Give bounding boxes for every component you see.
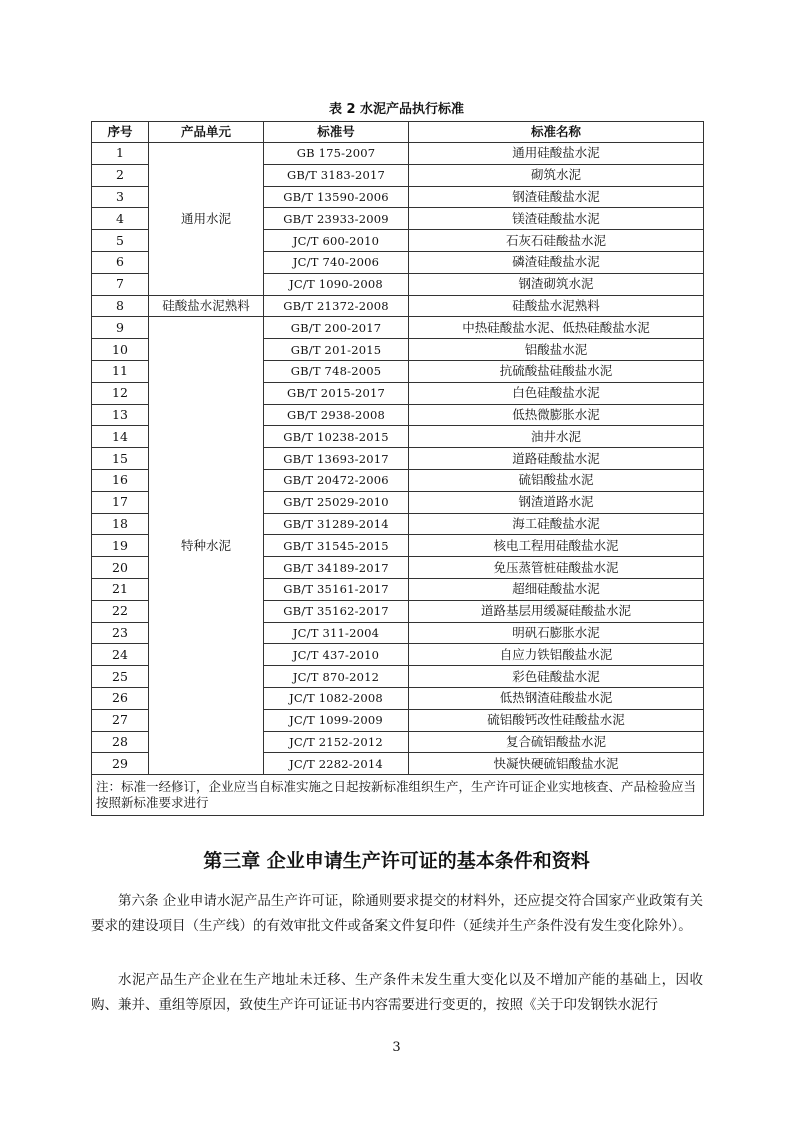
cell-standard-name: 复合硫铝酸盐水泥 (409, 731, 704, 753)
cell-standard-code: GB/T 2938-2008 (264, 404, 409, 426)
cell-seq: 10 (92, 339, 149, 361)
cell-seq: 27 (92, 709, 149, 731)
cell-standard-name: 硫铝酸钙改性硅酸盐水泥 (409, 709, 704, 731)
cell-standard-name: 镁渣硅酸盐水泥 (409, 208, 704, 230)
cell-standard-code: GB/T 10238-2015 (264, 426, 409, 448)
cell-standard-name: 通用硅酸盐水泥 (409, 143, 704, 165)
cell-standard-name: 石灰石硅酸盐水泥 (409, 230, 704, 252)
table-body (92, 143, 704, 775)
cell-standard-name: 磷渣硅酸盐水泥 (409, 251, 704, 273)
cell-standard-code: JC/T 1099-2009 (264, 709, 409, 731)
cell-standard-code: JC/T 740-2006 (264, 251, 409, 273)
cell-seq: 7 (92, 273, 149, 295)
cell-standard-code: GB/T 200-2017 (264, 317, 409, 339)
cell-standard-code: JC/T 311-2004 (264, 622, 409, 644)
cell-standard-code: GB/T 2015-2017 (264, 382, 409, 404)
cell-standard-name: 快凝快硬硫铝酸盐水泥 (409, 753, 704, 775)
cell-seq: 14 (92, 426, 149, 448)
cell-standard-name: 海工硅酸盐水泥 (409, 513, 704, 535)
cell-standard-code: GB/T 3183-2017 (264, 164, 409, 186)
cell-standard-code: GB/T 13693-2017 (264, 448, 409, 470)
cell-seq: 5 (92, 230, 149, 252)
cell-seq: 9 (92, 317, 149, 339)
cell-standard-name: 油井水泥 (409, 426, 704, 448)
cell-standard-name: 道路基层用缓凝硅酸盐水泥 (409, 600, 704, 622)
cell-seq: 15 (92, 448, 149, 470)
cell-standard-name: 低热钢渣硅酸盐水泥 (409, 687, 704, 709)
cell-standard-code: JC/T 437-2010 (264, 644, 409, 666)
cell-seq: 19 (92, 535, 149, 557)
cell-seq: 11 (92, 360, 149, 382)
cell-standard-code: JC/T 600-2010 (264, 230, 409, 252)
cell-standard-code: GB/T 35162-2017 (264, 600, 409, 622)
header-seq: 序号 (92, 122, 149, 143)
cell-standard-code: JC/T 1090-2008 (264, 273, 409, 295)
cell-standard-name: 低热微膨胀水泥 (409, 404, 704, 426)
cell-standard-name: 硅酸盐水泥熟料 (409, 295, 704, 317)
cell-standard-code: GB/T 13590-2006 (264, 186, 409, 208)
cell-seq: 6 (92, 251, 149, 273)
cell-seq: 4 (92, 208, 149, 230)
cell-standard-code: JC/T 2282-2014 (264, 753, 409, 775)
page-number: 3 (392, 1040, 401, 1055)
cell-standard-code: GB/T 748-2005 (264, 360, 409, 382)
cell-standard-name: 钢渣道路水泥 (409, 491, 704, 513)
header-name: 标准名称 (409, 122, 704, 143)
cell-product-unit: 硅酸盐水泥熟料 (149, 295, 264, 317)
cell-standard-name: 抗硫酸盐硅酸盐水泥 (409, 360, 704, 382)
table-note-row (92, 775, 704, 816)
cell-standard-name: 硫铝酸盐水泥 (409, 469, 704, 491)
cell-seq: 26 (92, 687, 149, 709)
chapter-title: 第三章 企业申请生产许可证的基本条件和资料 (203, 850, 590, 872)
cell-product-unit: 通用水泥 (149, 143, 264, 296)
standards-table (91, 121, 704, 816)
paragraph: 第六条 企业申请水泥产品生产许可证，除通则要求提交的材料外，还应提交符合国家产业政策有关要求的建设项目（生产线）的有效审批文件或备案文件复印件（延续并生产条件没有发生变化除外）。 (91, 893, 703, 934)
cell-seq: 12 (92, 382, 149, 404)
cell-standard-name: 砌筑水泥 (409, 164, 704, 186)
cell-standard-name: 免压蒸管桩硅酸盐水泥 (409, 557, 704, 579)
table-row (92, 317, 704, 339)
header-unit: 产品单元 (149, 122, 264, 143)
cell-seq: 2 (92, 164, 149, 186)
cell-standard-code: GB/T 34189-2017 (264, 557, 409, 579)
cell-seq: 25 (92, 666, 149, 688)
cell-standard-name: 钢渣砌筑水泥 (409, 273, 704, 295)
cell-seq: 8 (92, 295, 149, 317)
table-row (92, 295, 704, 317)
cell-seq: 1 (92, 143, 149, 165)
cell-seq: 20 (92, 557, 149, 579)
cell-seq: 3 (92, 186, 149, 208)
header-code: 标准号 (264, 122, 409, 143)
cell-seq: 17 (92, 491, 149, 513)
cell-standard-code: GB 175-2007 (264, 143, 409, 165)
cell-standard-code: GB/T 21372-2008 (264, 295, 409, 317)
cell-standard-code: GB/T 23933-2009 (264, 208, 409, 230)
table-header-row (92, 122, 704, 143)
cell-seq: 24 (92, 644, 149, 666)
cell-seq: 13 (92, 404, 149, 426)
cell-standard-name: 道路硅酸盐水泥 (409, 448, 704, 470)
cell-standard-code: JC/T 1082-2008 (264, 687, 409, 709)
cell-standard-name: 铝酸盐水泥 (409, 339, 704, 361)
cell-standard-code: JC/T 870-2012 (264, 666, 409, 688)
cell-standard-name: 明矾石膨胀水泥 (409, 622, 704, 644)
table-note: 注：标准一经修订，企业应当自标准实施之日起按新标准组织生产，生产许可证企业实地核查、产品检验应当按照新标准要求进行 (92, 775, 704, 816)
table-caption: 表 2 水泥产品执行标准 (328, 102, 465, 117)
table-row (92, 143, 704, 165)
cell-standard-code: JC/T 2152-2012 (264, 731, 409, 753)
cell-seq: 28 (92, 731, 149, 753)
cell-seq: 22 (92, 600, 149, 622)
cell-standard-name: 钢渣硅酸盐水泥 (409, 186, 704, 208)
cell-standard-name: 中热硅酸盐水泥、低热硅酸盐水泥 (409, 317, 704, 339)
cell-standard-name: 自应力铁铝酸盐水泥 (409, 644, 704, 666)
cell-standard-name: 彩色硅酸盐水泥 (409, 666, 704, 688)
cell-seq: 16 (92, 469, 149, 491)
cell-seq: 23 (92, 622, 149, 644)
cell-standard-code: GB/T 20472-2006 (264, 469, 409, 491)
cell-standard-code: GB/T 201-2015 (264, 339, 409, 361)
cell-standard-name: 超细硅酸盐水泥 (409, 578, 704, 600)
paragraph: 水泥产品生产企业在生产地址未迁移、生产条件未发生重大变化以及不增加产能的基础上，因收购、兼并、重组等原因，致使生产许可证证书内容需要进行变更的，按照《关于印发钢铁水泥行 (91, 972, 703, 1013)
cell-standard-code: GB/T 25029-2010 (264, 491, 409, 513)
cell-seq: 18 (92, 513, 149, 535)
cell-standard-code: GB/T 31289-2014 (264, 513, 409, 535)
cell-standard-code: GB/T 31545-2015 (264, 535, 409, 557)
cell-standard-name: 白色硅酸盐水泥 (409, 382, 704, 404)
cell-seq: 29 (92, 753, 149, 775)
cell-standard-name: 核电工程用硅酸盐水泥 (409, 535, 704, 557)
cell-seq: 21 (92, 578, 149, 600)
cell-product-unit: 特种水泥 (149, 317, 264, 775)
cell-standard-code: GB/T 35161-2017 (264, 578, 409, 600)
